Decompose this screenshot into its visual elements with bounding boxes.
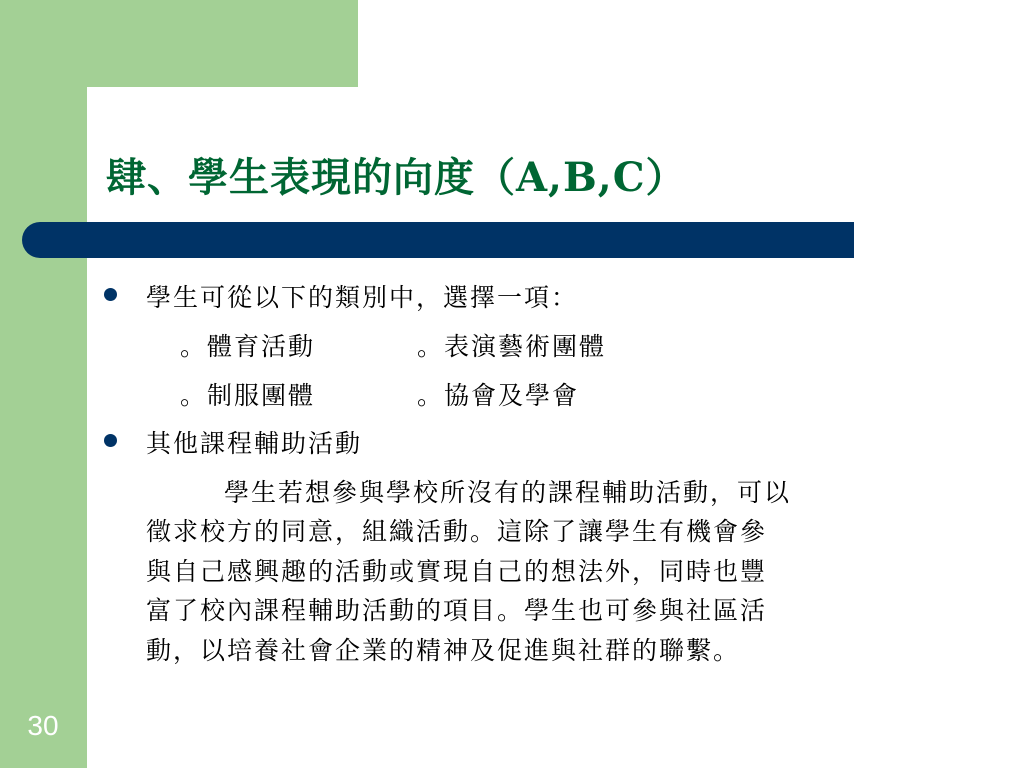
paragraph-line-1: 學生若想參與學校所沒有的課程輔助活動，可以 [224, 478, 792, 507]
paragraph-line-2: 徵求校方的同意，組織活動。這除了讓學生有機會參 [146, 517, 768, 546]
slide-title: 肆、學生表現的向度（A,B,C） [106, 154, 687, 201]
option-uniform-groups: 。制服團體 [180, 381, 316, 410]
bullet-1-text: 學生可從以下的類別中，選擇一項： [146, 283, 579, 312]
bullet-dot [104, 288, 117, 301]
paragraph-line-4: 富了校內課程輔助活動的項目。學生也可參與社區活 [146, 596, 768, 625]
paragraph-line-3: 與自己感興趣的活動或實現自己的想法外，同時也豐 [146, 557, 768, 586]
option-sports: 。體育活動 [180, 332, 316, 361]
paragraph-line-5: 動，以培養社會企業的精神及促進與社群的聯繫。 [146, 636, 741, 665]
option-performing-arts: 。表演藝術團體 [417, 332, 607, 361]
page-number: 30 [27, 710, 59, 741]
bullet-2-text: 其他課程輔助活動 [146, 429, 363, 458]
bullet-dot [104, 434, 117, 447]
option-associations: 。協會及學會 [417, 381, 580, 410]
